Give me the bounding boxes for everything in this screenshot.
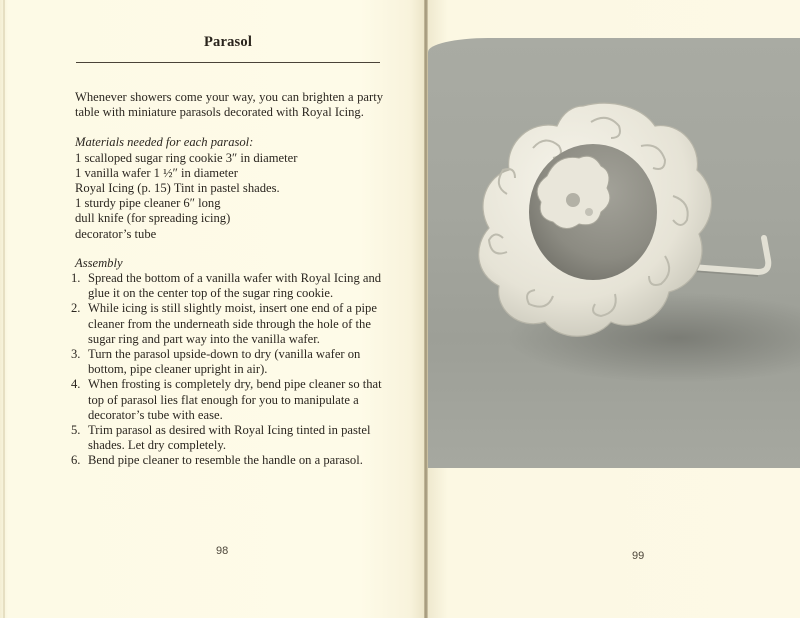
step-text: While icing is still slightly moist, insert one end of a pipe cleaner from the underneath side through the hole of the sugar ring and part way into the vanilla wafer. [88,301,377,346]
materials-list [75,151,383,242]
step-number: 6. [71,453,81,468]
assembly-step [71,453,383,468]
intro-paragraph: Whenever showers come your way, you can brighten a party table with miniature parasols decorated with Royal Icing. [75,90,383,120]
materials-item: Royal Icing (p. 15) Tint in pastel shades. [75,181,280,196]
step-number: 4. [71,377,81,392]
step-number: 5. [71,423,81,438]
step-text: Turn the parasol upside-down to dry (vanilla wafer on bottom, pipe cleaner upright in air). [88,347,361,377]
materials-item: decorator’s tube [75,226,157,241]
title-rule [76,62,380,63]
materials-item: 1 vanilla wafer 1 ½″ in diameter [75,165,238,180]
page-number-right: 99 [632,550,645,562]
assembly-step [71,301,383,347]
parasol-cookie-photo [428,38,800,468]
page-number-left: 98 [216,545,229,557]
step-text: Trim parasol as desired with Royal Icing tinted in pastel shades. Let dry completely. [88,423,371,453]
assembly-heading: Assembly [75,255,123,270]
step-text: Spread the bottom of a vanilla wafer with Royal Icing and glue it on the center top of the sugar ring cookie. [88,271,382,301]
step-number: 1. [71,271,81,286]
recipe-body [71,90,383,469]
materials-item: 1 sturdy pipe cleaner 6″ long [75,196,221,211]
assembly-steps [71,271,383,469]
materials-heading: Materials needed for each parasol: [75,135,254,150]
assembly-step [71,377,383,423]
assembly-step [71,423,383,453]
assembly-step [71,347,383,377]
assembly-step [71,271,383,301]
page-title: Parasol [203,34,253,50]
step-number: 2. [71,301,81,316]
materials-item: dull knife (for spreading icing) [75,211,231,226]
step-number: 3. [71,347,81,362]
step-text: When frosting is completely dry, bend pipe cleaner so that top of parasol lies flat enough for you to manipulate a decorator’s tube with ease. [88,377,382,422]
parasol-illustration [428,38,800,468]
materials-item: 1 scalloped sugar ring cookie 3″ in diameter [75,150,298,165]
step-text: Bend pipe cleaner to resemble the handle on a parasol. [88,453,363,468]
